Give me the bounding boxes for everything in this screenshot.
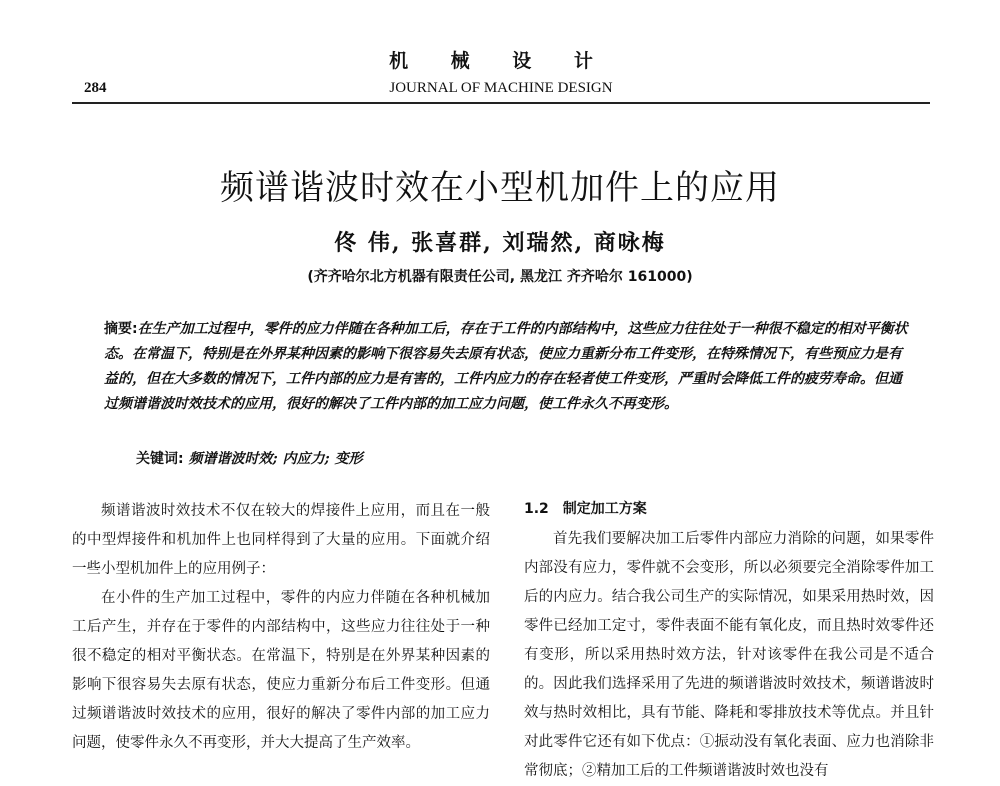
header-rule <box>72 102 930 104</box>
page-number: 284 <box>84 80 107 96</box>
paragraph: 在小件的生产加工过程中，零件的内应力伴随在各种机械加工后产生，并存在于零件的内部结构中，这些应力往往处于一种很不稳定的相对平衡状态。在常温下，特别是在外界某种因素的影响下很容易失去原有状态，使应力重新分布后工件变形。但通过频谱谐波时效技术的应用，很好的解决了零件内部的加工应力问题，使零件永久不再变形，并大大提高了生产效率。 <box>72 590 490 751</box>
article-authors: 佟 伟, 张喜群, 刘瑞然, 商咏梅 <box>334 230 666 256</box>
abstract-label: 摘要: <box>104 321 138 337</box>
keywords-text: 频谱谐波时效; 内应力; 变形 <box>188 451 363 467</box>
paragraph: 首先我们要解决加工后零件内部应力消除的问题，如果零件内部没有应力，零件就不会变形，所以必须要完全消除零件加工后的内应力。结合我公司生产的实际情况，如果采用热时效，因零件已经加工定寸，零件表面不能有氧化皮，而且热时效零件还有变形，所以采用热时效方法，针对该零件在我公司是不适合的。因此我们选择采用了先进的频谱谐波时效技术，频谱谐波时效与热时效相比，具有节能、降耗和零排放技术等优点。并且针对此零件它还有如下优点：①振动没有氧化表面、应力也消除非常彻底；②精加工后的工件频谱谐波时效也没有 <box>524 531 934 779</box>
journal-name-english: JOURNAL OF MACHINE DESIGN <box>389 80 613 96</box>
keywords-label: 关键词: <box>136 451 184 467</box>
keywords <box>136 448 910 468</box>
section-heading: 1.2 制定加工方案 <box>524 501 647 517</box>
body-left-column <box>72 497 490 758</box>
author-affiliation: (齐齐哈尔北方机器有限责任公司, 黑龙江 齐齐哈尔 161000) <box>307 269 693 285</box>
body-right-column <box>524 497 934 786</box>
running-header <box>72 76 930 102</box>
paragraph: 频谱谐波时效技术不仅在较大的焊接件上应用，而且在一般的中型焊接件和机加件上也同样得到了大量的应用。下面就介绍一些小型机加件上的应用例子： <box>72 503 490 577</box>
abstract <box>104 317 910 417</box>
abstract-text: 在生产加工过程中，零件的应力伴随在各种加工后，存在于工件的内部结构中，这些应力往往处于一种很不稳定的相对平衡状态。在常温下，特别是在外界某种因素的影响下很容易失去原有状态，使应力重新分布工件变形，在特殊情况下，有些预应力是有益的，但在大多数的情况下，工件内部的应力是有害的，工件内应力的存在轻者使工件变形，严重时会降低工件的疲劳寿命。但通过频谱谐波时效技术的应用，很好的解决了工件内部的加工应力问题，使工件永久不再变形。 <box>104 321 908 412</box>
journal-name-chinese: 机 械 设 计 <box>389 50 611 72</box>
article-title: 频谱谐波时效在小型机加件上的应用 <box>220 168 780 208</box>
